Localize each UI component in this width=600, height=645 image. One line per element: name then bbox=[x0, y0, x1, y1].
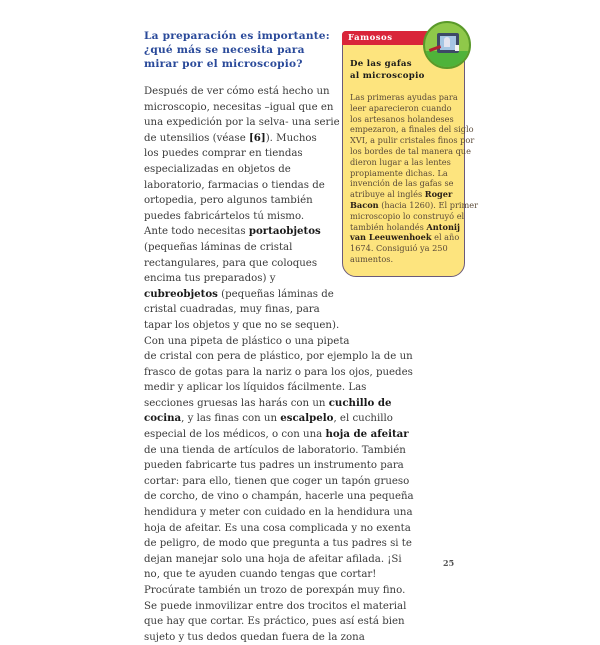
sidebar-title bbox=[350, 59, 460, 82]
text-run: medir y aplicar los líquidos fácilmente. Las bbox=[144, 382, 367, 394]
text-run: secciones gruesas las harás con un bbox=[144, 397, 329, 409]
heading-line: ¿qué más se necesita para bbox=[144, 44, 305, 56]
text-run: Procúrate también un trozo de porexpán muy fino. bbox=[144, 585, 406, 596]
text-run: de corcho, de vino o champán, hacerle una pequeña bbox=[144, 491, 414, 503]
text-run: propiamente dichas. La bbox=[350, 167, 448, 178]
text-line bbox=[350, 145, 471, 157]
text-run: encima tus preparados) y bbox=[144, 273, 276, 285]
text-run: los bordes de tal manera que bbox=[350, 145, 471, 156]
text-line bbox=[350, 135, 475, 146]
text-run: microscopio lo construyó el bbox=[350, 210, 465, 221]
text-line bbox=[350, 199, 478, 211]
text-run: de peligro, de modo que pregunta a tus padres si te bbox=[144, 538, 412, 550]
text-line bbox=[144, 427, 444, 443]
text-line bbox=[144, 443, 444, 459]
bold-term: Antonij bbox=[426, 221, 460, 232]
text-line bbox=[144, 396, 444, 412]
bold-term: Roger bbox=[424, 189, 453, 200]
text-run: dejan manejar solo una hoja de afeitar afilada. ¡Si bbox=[144, 553, 402, 565]
bold-term: van Leeuwenhoek bbox=[350, 232, 432, 243]
bold-term: cubreobjetos bbox=[144, 287, 218, 300]
text-run: pueden fabricarte tus padres un instrumento para bbox=[144, 460, 404, 472]
text-run: los puedes comprar en tiendas bbox=[144, 148, 303, 160]
text-run: Después de ver cómo está hecho un bbox=[144, 86, 330, 97]
text-line bbox=[350, 114, 465, 125]
text-line bbox=[350, 232, 465, 243]
text-run: cortar: para ello, tienen que coger un tapón grueso bbox=[144, 475, 410, 487]
text-run: de una tienda de artículos de laboratorio. También bbox=[144, 444, 406, 456]
text-run: hendidura y meter con cuidado en la hendidura una bbox=[144, 507, 413, 519]
text-line bbox=[144, 380, 444, 396]
text-run: empezaron, a finales del siglo bbox=[350, 124, 474, 135]
text-run: microscopio, necesitas –igual que en bbox=[144, 101, 334, 113]
text-line bbox=[144, 599, 444, 615]
text-line bbox=[144, 489, 444, 505]
text-line bbox=[350, 254, 465, 265]
text-run: XVI, a pulir cristales finos por bbox=[350, 135, 475, 146]
text-run: hoja de afeitar. Es una cosa complicada y no exenta bbox=[144, 522, 411, 534]
text-line bbox=[144, 302, 444, 318]
text-line bbox=[144, 474, 444, 490]
text-run: sujeto y tus dedos quedan fuera de la zona bbox=[144, 631, 365, 643]
text-run: (pequeñas láminas de bbox=[217, 288, 334, 300]
text-line bbox=[144, 552, 444, 568]
text-run: también holandés bbox=[350, 221, 427, 232]
bold-term: portaobjetos bbox=[248, 225, 321, 238]
text-line bbox=[144, 318, 444, 334]
text-line bbox=[144, 630, 444, 645]
text-line bbox=[144, 411, 444, 427]
sidebar-title-line: al microscopio bbox=[350, 70, 425, 81]
text-run: una expedición por la selva- una serie bbox=[144, 117, 340, 129]
text-line bbox=[144, 458, 444, 474]
text-line bbox=[350, 243, 465, 254]
heading-line: La preparación es importante: bbox=[144, 30, 330, 42]
text-run: especializadas en objetos de bbox=[144, 163, 291, 175]
bottle-shape bbox=[455, 45, 459, 51]
text-line bbox=[350, 178, 465, 189]
text-run: , y las finas con un bbox=[181, 413, 281, 425]
section-heading bbox=[144, 29, 344, 71]
text-run: , el cuchillo bbox=[333, 413, 393, 425]
text-run: leer aparecieron cuando bbox=[350, 102, 452, 113]
text-run: de utensilios (véase bbox=[144, 132, 249, 144]
bold-term: cocina bbox=[144, 412, 182, 425]
text-run: ). Muchos bbox=[265, 132, 317, 144]
text-run: el año bbox=[431, 232, 460, 243]
text-line bbox=[350, 211, 465, 222]
sidebar-body bbox=[350, 92, 478, 265]
text-run: puedes fabricártelos tú mismo. bbox=[144, 210, 305, 222]
text-run: cristal cuadradas, muy finas, para bbox=[144, 304, 320, 316]
text-run: 1674. Consiguió ya 250 bbox=[350, 243, 448, 254]
text-run: que hay que cortar. Es práctico, pues así está bien bbox=[144, 616, 405, 628]
bold-term: [6] bbox=[248, 131, 266, 144]
text-run: aumentos. bbox=[350, 253, 394, 264]
text-line bbox=[350, 168, 465, 179]
text-run: tapar los objetos y que no se sequen). bbox=[144, 319, 340, 331]
text-line bbox=[350, 222, 465, 233]
figure-shape bbox=[444, 37, 450, 47]
text-run: Ante todo necesitas bbox=[144, 226, 249, 238]
text-line bbox=[350, 103, 465, 114]
heading-line: mirar por el microscopio? bbox=[144, 58, 303, 70]
text-line bbox=[144, 349, 444, 365]
bold-term: hoja de afeitar bbox=[325, 428, 409, 441]
text-run: no, que te ayuden cuando tengas que cortar! bbox=[144, 569, 377, 581]
text-run: Las primeras ayudas para bbox=[350, 92, 458, 102]
bold-term: cuchillo de bbox=[328, 396, 392, 409]
text-line bbox=[144, 567, 444, 583]
text-line bbox=[144, 583, 444, 599]
text-line bbox=[144, 536, 444, 552]
text-line bbox=[350, 157, 465, 168]
text-run: laboratorio, farmacias o tiendas de bbox=[144, 179, 325, 191]
text-line bbox=[350, 189, 465, 200]
text-line bbox=[144, 505, 444, 521]
text-run: atribuye al inglés bbox=[350, 189, 425, 200]
text-run: invención de las gafas se bbox=[350, 178, 454, 189]
bold-term: escalpelo bbox=[280, 412, 334, 425]
text-run: (hacia 1260). El primer bbox=[378, 199, 478, 210]
bold-term: Bacon bbox=[350, 199, 379, 210]
text-run: de cristal con pera de plástico, por ejemplo la de un bbox=[144, 351, 413, 363]
text-line bbox=[144, 365, 444, 381]
text-run: los artesanos holandeses bbox=[350, 113, 454, 124]
sidebar-title-line: De las gafas bbox=[350, 59, 412, 69]
text-run: Se puede inmovilizar entre dos trocitos el material bbox=[144, 600, 407, 612]
text-run: especial de los médicos, o con una bbox=[144, 429, 326, 441]
text-run: (pequeñas láminas de cristal bbox=[144, 241, 293, 253]
text-line bbox=[144, 614, 444, 630]
text-line bbox=[350, 92, 465, 103]
text-line bbox=[144, 521, 444, 537]
text-run: dieron lugar a las lentes bbox=[350, 156, 451, 167]
sidebar-tab-label: Famosos bbox=[342, 31, 434, 45]
text-line bbox=[350, 124, 474, 135]
text-line bbox=[144, 287, 444, 303]
text-run: rectangulares, para que coloques bbox=[144, 257, 318, 269]
text-run: Con una pipeta de plástico o una pipeta bbox=[144, 335, 350, 347]
page-number: 25 bbox=[443, 558, 455, 568]
text-line bbox=[144, 334, 444, 350]
text-run: frasco de gotas para la nariz o para los ojos, puedes bbox=[144, 366, 413, 378]
text-run: ortopedia, pero algunos también bbox=[144, 195, 313, 207]
